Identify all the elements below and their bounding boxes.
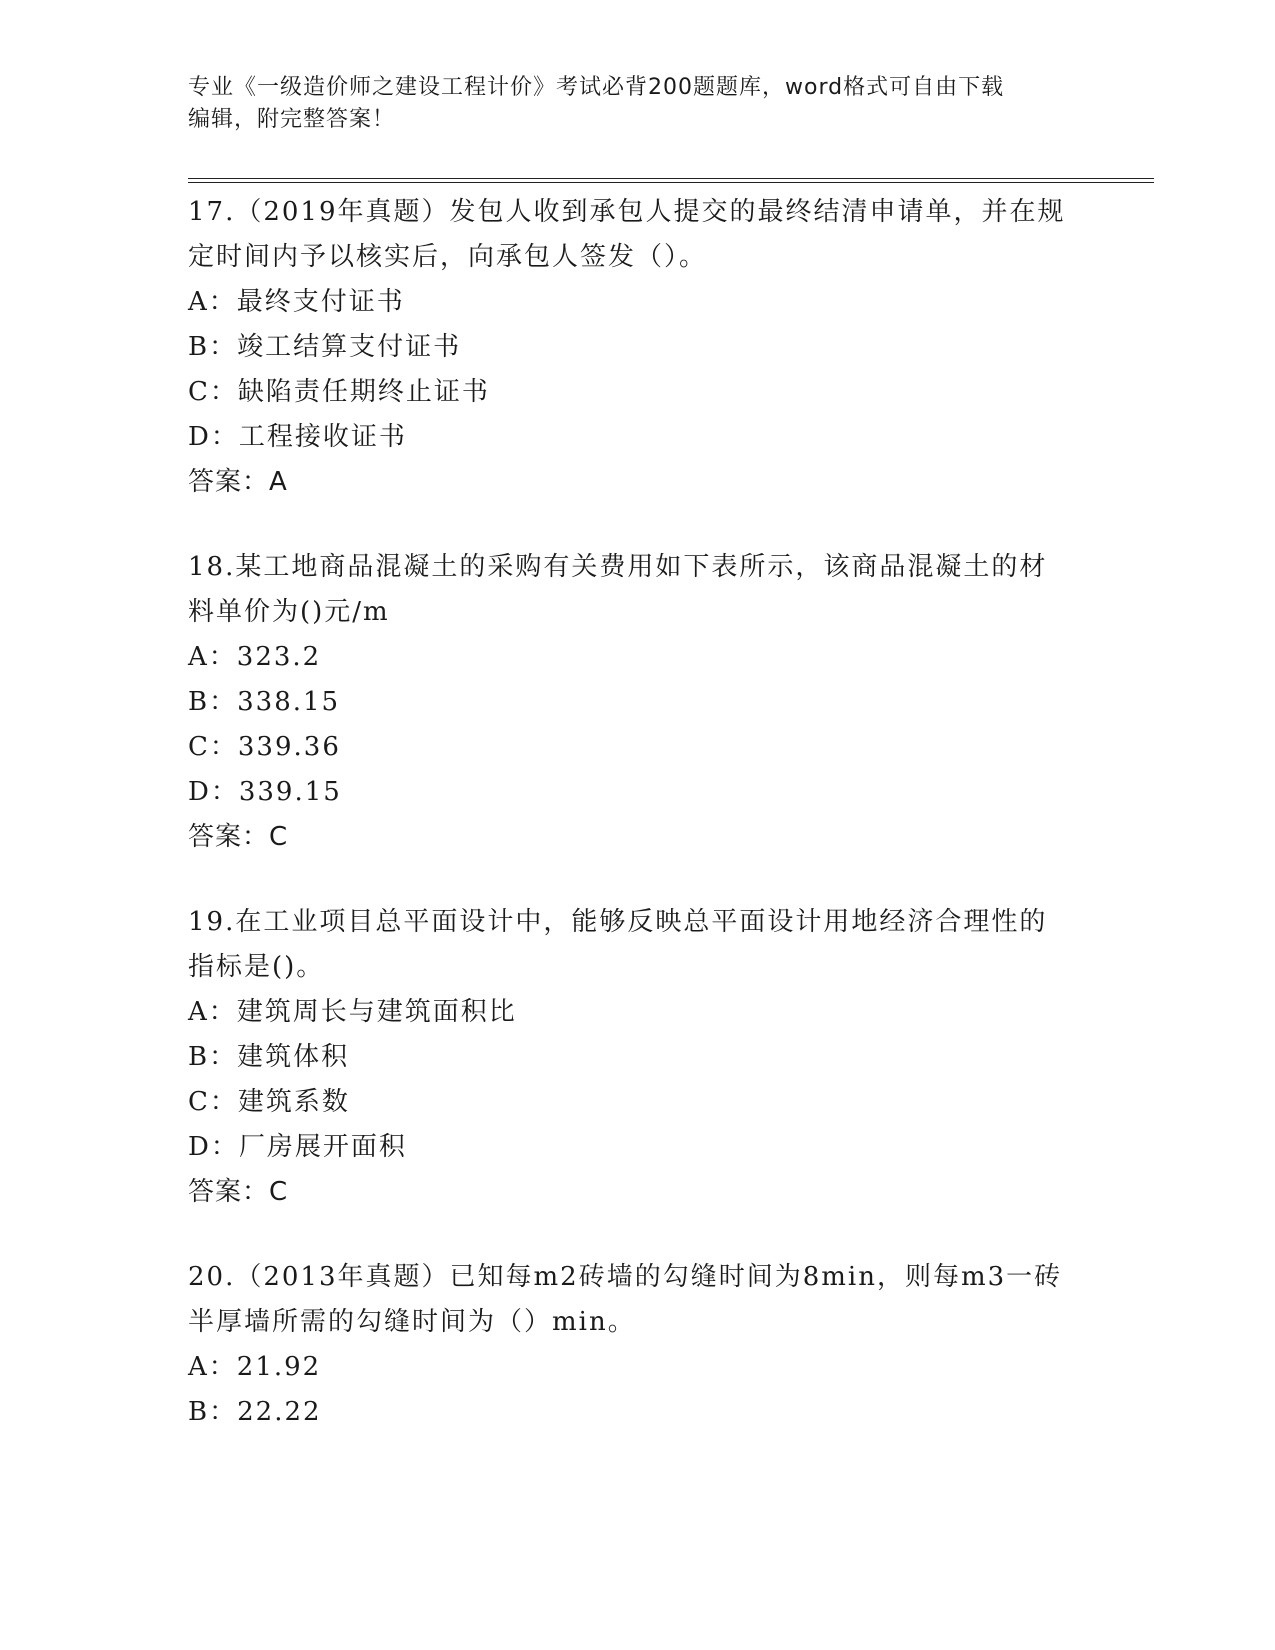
option-c: C：建筑系数 [188,1087,350,1117]
option-b: B：22.22 [188,1397,322,1427]
answer-line: 答案：C [188,822,289,852]
question-19 [188,900,1088,1215]
option-d: D：339.15 [188,777,342,807]
option-b: B：338.15 [188,687,341,717]
question-stem-line-1: 20.（2013年真题）已知每m2砖墙的勾缝时间为8min，则每m3一砖 [188,1262,1063,1292]
option-d: D：厂房展开面积 [188,1132,407,1162]
question-stem-line-1: 17.（2019年真题）发包人收到承包人提交的最终结清申请单，并在规 [188,197,1066,227]
document-header [188,72,1088,136]
question-18 [188,545,1088,860]
option-c: C：339.36 [188,732,341,762]
header-line-2: 编辑，附完整答案！ [188,107,396,132]
question-stem-line-2: 指标是()。 [188,952,325,982]
option-a: A：建筑周长与建筑面积比 [188,997,517,1027]
answer-line: 答案：A [188,467,288,497]
question-stem-line-2: 半厚墙所需的勾缝时间为（）min。 [188,1307,636,1337]
question-stem-line-2: 定时间内予以核实后，向承包人签发（）。 [188,242,708,272]
header-line-1: 专业《一级造价师之建设工程计价》考试必背200题题库，word格式可自由下载 [188,75,1005,100]
option-d: D：工程接收证书 [188,422,407,452]
option-b: B：竣工结算支付证书 [188,332,462,362]
question-20 [188,1255,1088,1435]
option-a: A：最终支付证书 [188,287,405,317]
option-a: A：21.92 [188,1352,322,1382]
question-list [188,190,1088,1475]
question-stem-line-1: 18.某工地商品混凝土的采购有关费用如下表所示，该商品混凝土的材 [188,552,1048,582]
option-b: B：建筑体积 [188,1042,350,1072]
question-stem-line-1: 19.在工业项目总平面设计中，能够反映总平面设计用地经济合理性的 [188,907,1048,937]
header-divider [188,178,1154,183]
question-17 [188,190,1088,505]
option-a: A：323.2 [188,642,322,672]
question-stem-line-2: 料单价为()元/m [188,597,390,627]
option-c: C：缺陷责任期终止证书 [188,377,490,407]
answer-line: 答案：C [188,1177,289,1207]
